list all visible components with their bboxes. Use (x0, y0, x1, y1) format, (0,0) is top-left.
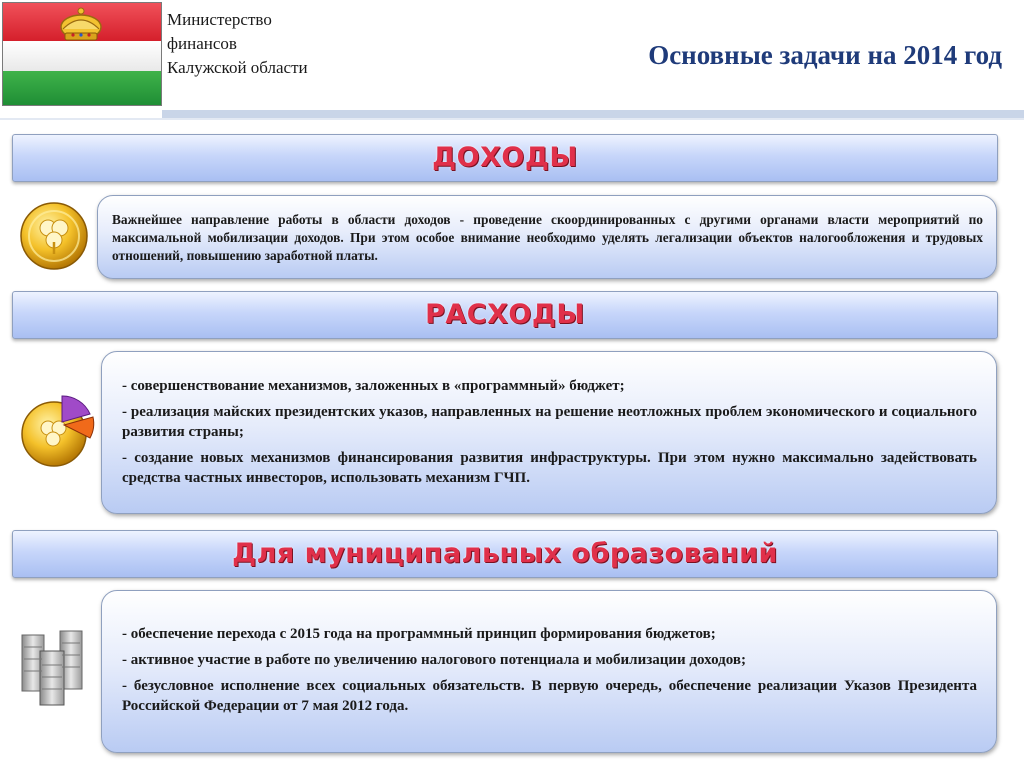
header-divider (162, 110, 1024, 118)
expenses-box (101, 351, 997, 514)
region-flag (2, 2, 162, 106)
ministry-line-3: Калужской области (167, 58, 308, 77)
income-heading: ДОХОДЫ (432, 142, 578, 173)
municipal-box (101, 590, 997, 753)
crown-icon (53, 5, 109, 43)
page-title: Основные задачи на 2014 год (648, 40, 1002, 70)
ministry-name (167, 8, 308, 80)
ministry-line-1: Министерство (167, 10, 272, 29)
expenses-heading: РАСХОДЫ (425, 299, 585, 330)
header-divider-shadow (0, 118, 1024, 120)
income-heading-bar (12, 134, 998, 182)
buildings-icon (14, 625, 98, 709)
municipal-item-3: - безусловное исполнение всех социальных обязательств. В первую очередь, обеспечение реализации Указов Президента Российской Федерации от 7 мая 2012 года. (122, 678, 977, 714)
expenses-item-1: - совершенствование механизмов, заложенных в «программный» бюджет; (122, 378, 625, 394)
municipal-heading-bar (12, 530, 998, 578)
expenses-heading-bar (12, 291, 998, 339)
pie-chart-coin-icon (18, 392, 98, 472)
expenses-item-3: - создание новых механизмов финансирования развития инфраструктуры. При этом нужно максимально задействовать средства частных инвесторов, использовать механизм ГЧП. (122, 450, 977, 486)
coin-clover-icon (18, 200, 90, 272)
municipal-heading: Для муниципальных образований (232, 538, 778, 569)
ministry-line-2: финансов (167, 34, 237, 53)
income-box (97, 195, 997, 279)
income-text: Важнейшее направление работы в области доходов - проведение скоординированных с другими органами власти мероприятий по максимальной мобилизации доходов. При этом особое внимание необходимо уделять легализации объектов налогообложения и трудовых отношений, повышению заработной платы. (112, 212, 983, 263)
expenses-item-2: - реализация майских президентских указов, направленных на решение неотложных проблем экономического и социального развития страны; (122, 404, 977, 440)
municipal-item-1: - обеспечение перехода с 2015 года на программный принцип формирования бюджетов; (122, 626, 716, 642)
municipal-item-2: - активное участие в работе по увеличению налогового потенциала и мобилизации доходов; (122, 652, 746, 668)
